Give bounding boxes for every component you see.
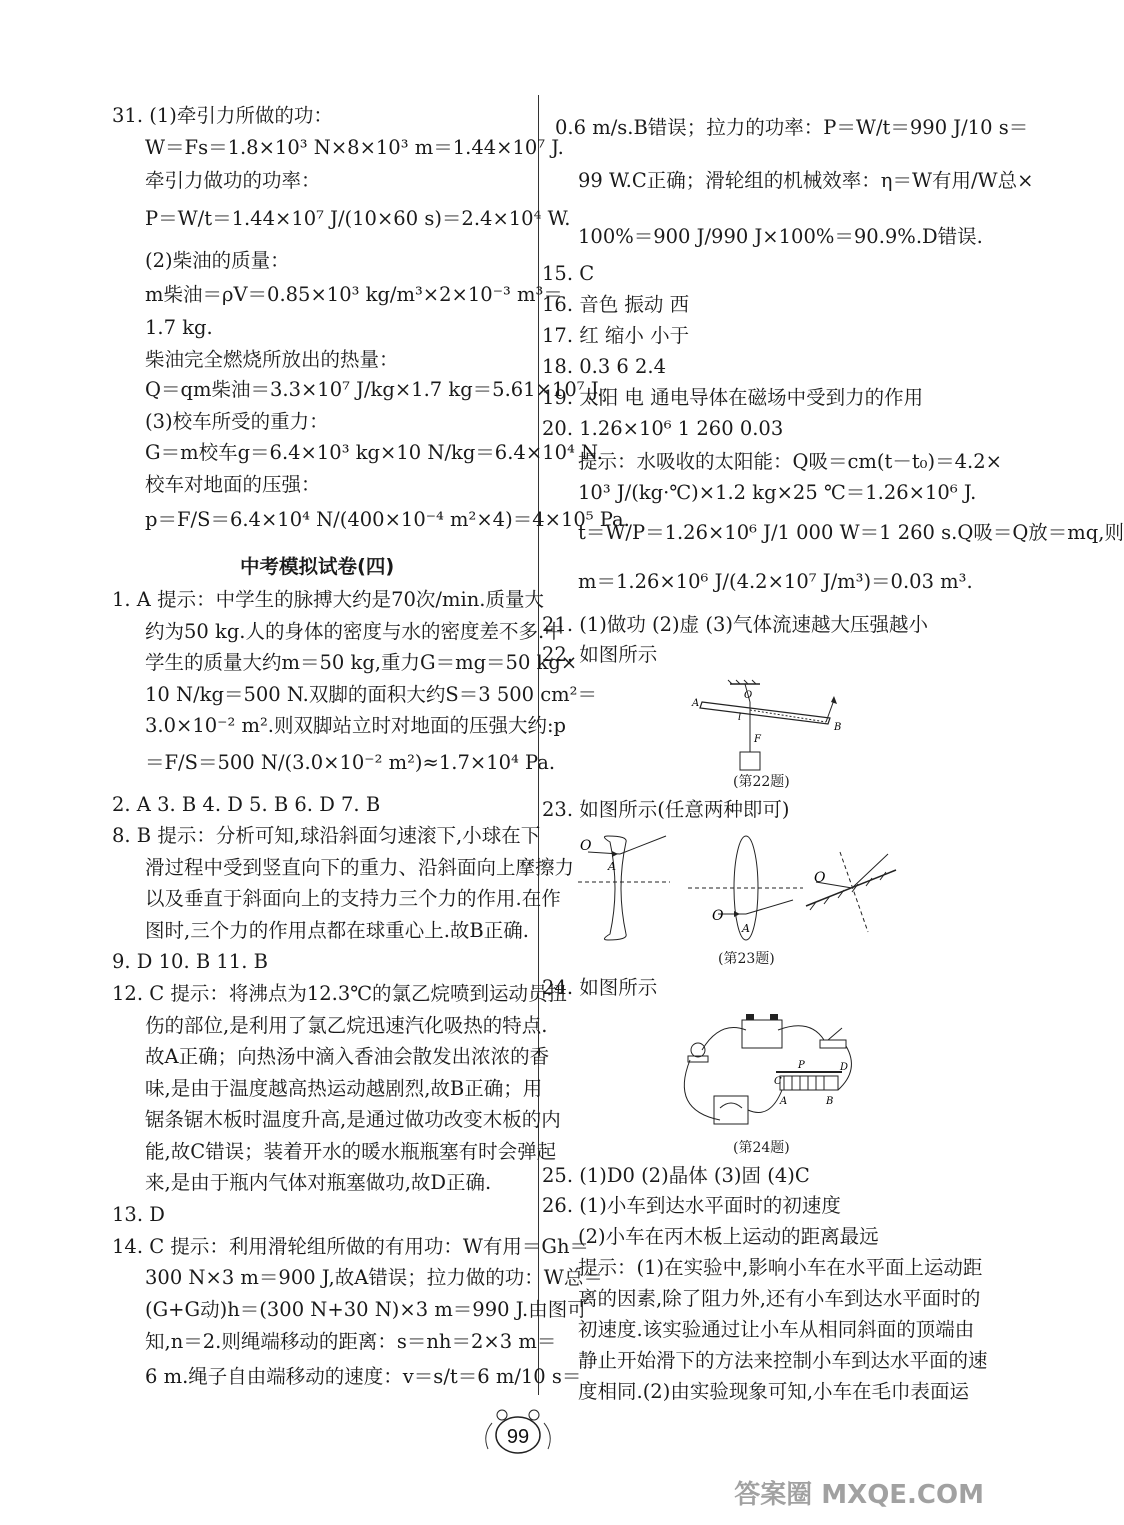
text-line: 知,n＝2.则绳端移动的距离：s＝nh＝2×3 m＝ — [145, 1330, 557, 1353]
text-line: 18. 0.3 6 2.4 — [542, 355, 667, 378]
text-line: 21. (1)做功 (2)虚 (3)气体流速越大压强越小 — [542, 613, 928, 636]
text-line: Q＝qm柴油＝3.3×10⁷ J/kg×1.7 kg＝5.61×10⁷ J. — [145, 378, 604, 401]
text-line: 牵引力做功的功率： — [145, 169, 321, 192]
label-b: B — [834, 722, 842, 733]
label-a-24: A — [780, 1096, 788, 1107]
text-line: 31. (1)牵引力所做的功： — [112, 104, 333, 127]
text-line: 1. A 提示：中学生的脉搏大约是70次/min.质量大 — [112, 588, 544, 611]
label-d: D — [840, 1062, 849, 1073]
label-a: A — [692, 698, 700, 709]
text-line: 图时,三个力的作用点都在球重心上.故B正确. — [145, 919, 529, 942]
text-line: 学生的质量大约m＝50 kg,重力G＝mg＝50 kg× — [145, 651, 578, 674]
watermark: 答案圈 MXQE.COM — [734, 1480, 984, 1510]
text-line: 故A正确；向热汤中滴入香油会散发出浓浓的香 — [145, 1045, 550, 1068]
text-line: 1.7 kg. — [145, 316, 213, 339]
label-l: l — [738, 712, 742, 723]
text-line: 滑过程中受到竖直向下的重力、沿斜面向上摩擦力 — [145, 856, 575, 879]
text-line: 22. 如图所示 — [542, 643, 658, 666]
text-line: P＝W/t＝1.44×10⁷ J/(10×60 s)＝2.4×10⁴ W. — [145, 207, 571, 230]
text-line: 初速度.该实验通过让小车从相同斜面的顶端由 — [578, 1318, 975, 1341]
text-line: 6 m.绳子自由端移动的速度：v＝s/t＝6 m/10 s＝ — [145, 1365, 582, 1388]
text-line: 2. A 3. B 4. D 5. B 6. D 7. B — [112, 793, 381, 816]
text-line: 13. D — [112, 1203, 165, 1226]
text-line: 柴油完全燃烧所放出的热量： — [145, 348, 399, 371]
text-line: G＝m校车g＝6.4×10³ kg×10 N/kg＝6.4×10⁴ N. — [145, 441, 604, 464]
label-o-23a: O — [580, 838, 592, 854]
text-line: 99 W.C正确；滑轮组的机械效率：η＝W有用/W总× — [578, 169, 1034, 192]
text-line: 提示：水吸收的太阳能：Q吸＝cm(t－t₀)＝4.2× — [578, 450, 1002, 473]
text-line: 17. 红 缩小 小于 — [542, 324, 690, 347]
text-line: 23. 如图所示(任意两种即可) — [542, 798, 790, 821]
label-p: P — [798, 1060, 805, 1071]
text-line: 0.6 m/s.B错误；拉力的功率：P＝W/t＝990 J/10 s＝ — [555, 116, 1029, 139]
caption-23: (第23题) — [718, 951, 775, 967]
text-line: t＝W/P＝1.26×10⁶ J/1 000 W＝1 260 s.Q吸＝Q放＝mq,则 — [578, 521, 1124, 544]
label-f: F — [754, 734, 761, 745]
text-line: 8. B 提示：分析可知,球沿斜面匀速滚下,小球在下 — [112, 824, 541, 847]
text-line: 24. 如图所示 — [542, 976, 658, 999]
text-line: W＝Fs＝1.8×10³ N×8×10³ m＝1.44×10⁷ J. — [145, 136, 564, 159]
text-line: 以及垂直于斜面向上的支持力三个力的作用.在作 — [145, 887, 561, 910]
text-line: 10³ J/(kg·℃)×1.2 kg×25 ℃＝1.26×10⁶ J. — [578, 481, 977, 504]
text-line: 10 N/kg＝500 N.双脚的面积大约S＝3 500 cm²＝ — [145, 683, 597, 706]
label-o: O — [744, 690, 753, 701]
text-line: 能,故C错误；装着开水的暖水瓶瓶塞有时会弹起 — [145, 1140, 557, 1163]
text-line: 300 N×3 m＝900 J,故A错误；拉力做的功：W总＝ — [145, 1266, 603, 1289]
text-line: 离的因素,除了阻力外,还有小车到达水平面时的 — [578, 1287, 981, 1310]
text-line: 16. 音色 振动 西 — [542, 293, 690, 316]
text-line: (2)小车在丙木板上运动的距离最远 — [578, 1225, 879, 1248]
text-line: 来,是由于瓶内气体对瓶塞做功,故D正确. — [145, 1171, 492, 1194]
text-line: 静止开始滑下的方法来控制小车到达水平面的速 — [578, 1349, 988, 1372]
text-line: 19. 太阳 电 通电导体在磁场中受到力的作用 — [542, 386, 924, 409]
text-line: 14. C 提示：利用滑轮组所做的有用功：W有用＝Gh＝ — [112, 1235, 590, 1258]
text-line: 20. 1.26×10⁶ 1 260 0.03 — [542, 417, 784, 440]
text-line: 3.0×10⁻² m².则双脚站立时对地面的压强大约:p — [145, 714, 567, 737]
label-a-23b: A — [742, 922, 750, 935]
figure-23-optics — [578, 832, 908, 944]
text-line: p＝F/S＝6.4×10⁴ N/(400×10⁻⁴ m²×4)＝4×10⁵ Pa. — [145, 508, 630, 531]
label-o-23b: O — [712, 908, 724, 924]
text-line: 26. (1)小车到达水平面时的初速度 — [542, 1194, 841, 1217]
text-line: 12. C 提示：将沸点为12.3℃的氯乙烷喷到运动员扭 — [112, 982, 568, 1005]
page-number-badge — [478, 1405, 558, 1459]
text-line: 100%＝900 J/990 J×100%＝90.9%.D错误. — [578, 225, 983, 248]
text-line: 度相同.(2)由实验现象可知,小车在毛巾表面运 — [578, 1380, 970, 1403]
text-line: 提示：(1)在实验中,影响小车在水平面上运动距 — [578, 1256, 983, 1279]
label-b-24: B — [826, 1096, 834, 1107]
text-line: (2)柴油的质量： — [145, 249, 290, 272]
label-c: C — [774, 1076, 782, 1087]
section-title: 中考模拟试卷(四) — [240, 555, 395, 578]
caption-24: (第24题) — [733, 1140, 790, 1156]
label-a-23a: A — [608, 860, 616, 873]
figure-24-circuit — [660, 1010, 870, 1135]
text-line: 约为50 kg.人的身体的密度与水的密度差不多.中 — [145, 620, 564, 643]
text-line: 锯条锯木板时温度升高,是通过做功改变木板的内 — [145, 1108, 561, 1131]
text-line: 25. (1)D0 (2)晶体 (3)固 (4)C — [542, 1164, 810, 1187]
text-line: 伤的部位,是利用了氯乙烷迅速汽化吸热的特点. — [145, 1014, 548, 1037]
text-line: ＝F/S＝500 N/(3.0×10⁻² m²)≈1.7×10⁴ Pa. — [145, 751, 556, 774]
text-line: m＝1.26×10⁶ J/(4.2×10⁷ J/m³)＝0.03 m³. — [578, 570, 973, 593]
text-line: m柴油＝ρV＝0.85×10³ kg/m³×2×10⁻³ m³＝ — [145, 283, 563, 306]
text-line: 校车对地面的压强： — [145, 473, 321, 496]
text-line: 9. D 10. B 11. B — [112, 950, 268, 973]
label-o-23c: O — [814, 870, 826, 886]
text-line: 味,是由于温度越高热运动越剧烈,故B正确；用 — [145, 1077, 543, 1100]
text-line: (G+G动)h＝(300 N+30 N)×3 m＝990 J.由图可 — [145, 1298, 587, 1321]
page-number: 99 — [506, 1426, 530, 1448]
text-line: 15. C — [542, 262, 595, 285]
text-line: (3)校车所受的重力： — [145, 410, 329, 433]
caption-22: (第22题) — [733, 774, 790, 790]
